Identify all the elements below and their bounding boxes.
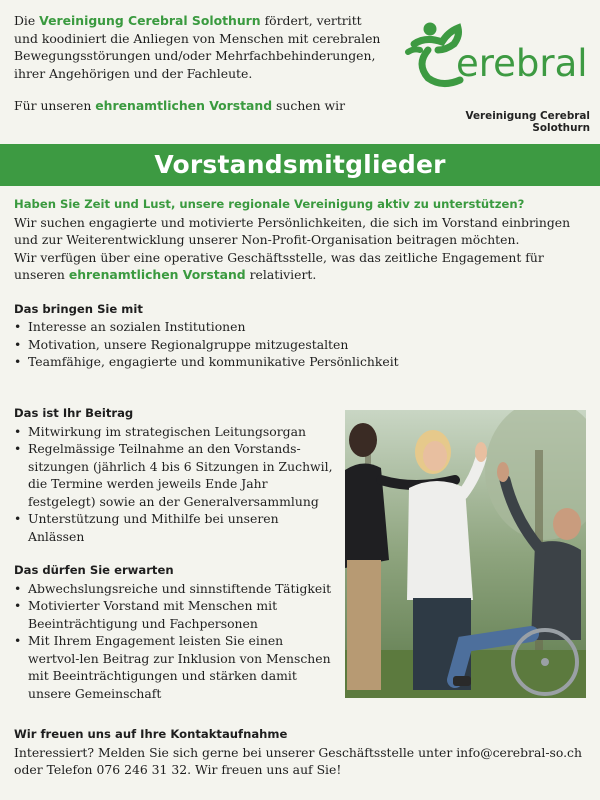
- list-item: • Abwechslungsreiche und sinnstiftende Tätigkeit: [14, 580, 336, 598]
- list-item: • Mit Ihrem Engagement leisten Sie einen wertvol-len Beitrag zur Inklusion von Menschen mit Beeinträchtigungen und stärken damit unsere Gemeinschaft: [14, 632, 336, 702]
- list-item: • Teamfähige, engagierte und kommunikative Persönlichkeit: [14, 353, 589, 371]
- section-heading: Wir freuen uns auf Ihre Kontaktaufnahme: [14, 727, 288, 741]
- bring-list: [14, 318, 589, 371]
- logo-subtitle: Vereinigung Cerebral Solothurn: [465, 110, 590, 134]
- intro-paragraph: Die Vereinigung Cerebral Solothurn fördert, vertritt und koodiniert die Anliegen von Menschen mit cerebralen Bewegungsstörungen und/oder Mehrfachbehinderungen, ihrer Angehörigen und der Fachleute.: [14, 13, 381, 81]
- list-item: • Motivation, unsere Regionalgruppe mitzugestalten: [14, 336, 589, 354]
- list-item: • Regelmässige Teilnahme an den Vorstands-sitzungen (jährlich 4 bis 6 Sitzungen in Zuchwil, die Termine werden jeweils Ende Jahr festgelegt) sowie an der Generalversammlung: [14, 440, 336, 510]
- lead-text: Wir suchen engagierte und motivierte Persönlichkeiten, die sich im Vorstand einbringen und zur Weiterentwicklung unserer Non-Profit-Organisation beitragen möchten.: [14, 214, 571, 247]
- contact-text: Interessiert? Melden Sie sich gerne bei unserer Geschäftsstelle unter info@cerebral-so.ch oder Telefon 076 246 31 32. Wir freuen uns auf Sie!: [14, 744, 582, 777]
- board-highlight: ehrenamtlichen Vorstand: [68, 267, 246, 282]
- section-heading: Das ist Ihr Beitrag: [14, 406, 134, 420]
- cerebral-logo: [404, 12, 590, 92]
- page-title: Vorstandsmitglieder: [0, 144, 600, 186]
- org-name: Vereinigung Cerebral Solothurn: [39, 13, 261, 28]
- lead-text-2: Wir verfügen über eine operative Geschäftsstelle, was das zeitliche Engagement für unseren ehrenamtlichen Vorstand relativiert.: [14, 249, 544, 282]
- contact-section: [14, 726, 589, 779]
- intro-text: [14, 12, 384, 130]
- list-item: • Unterstützung und Mithilfe bei unseren Anlässen: [14, 510, 336, 545]
- contribution-list: [14, 423, 336, 546]
- section-heading: Das bringen Sie mit: [14, 301, 143, 316]
- list-item: • Interesse an sozialen Institutionen: [14, 318, 589, 336]
- list-item: • Motivierter Vorstand mit Menschen mit Beeinträchtigung und Fachpersonen: [14, 597, 336, 632]
- list-item: • Mitwirkung im strategischen Leitungsorgan: [14, 423, 336, 441]
- main-content: [14, 196, 589, 371]
- board-highlight: ehrenamtlichen Vorstand: [95, 98, 273, 113]
- logo-wordmark: erebral: [456, 42, 588, 85]
- intro-search-line: Für unseren ehrenamtlichen Vorstand suchen wir: [14, 98, 346, 113]
- cerebral-figure-icon: [404, 12, 590, 92]
- lead-question: Haben Sie Zeit und Lust, unsere regionale Vereinigung aktiv zu unterstützen?: [14, 197, 525, 211]
- high-five-photo-icon: [345, 410, 586, 698]
- team-photo: [345, 410, 586, 698]
- section-heading: Das dürfen Sie erwarten: [14, 563, 174, 577]
- expect-list: [14, 580, 336, 703]
- left-column: [14, 405, 336, 702]
